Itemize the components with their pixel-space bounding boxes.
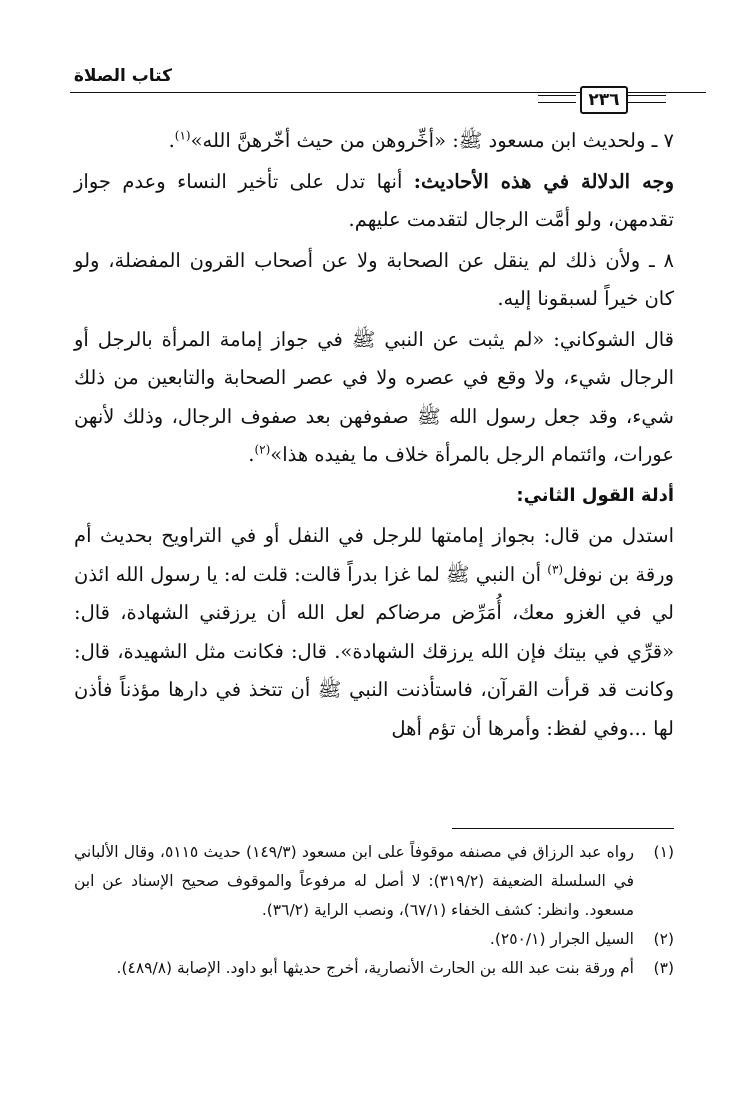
section-heading-second-opinion: أدلة القول الثاني: xyxy=(516,484,674,506)
paragraph-text: ٧ ـ ولحديث ابن مسعود ﷺ: «أخِّروهن من حيث أخّرهنَّ الله» xyxy=(190,129,674,152)
paragraph-text: ٨ ـ ولأن ذلك لم ينقل عن الصحابة ولا عن أصحاب القرون المفضلة، ولو كان خيراً لسبقونا إليه. xyxy=(74,248,674,310)
footnote-ref-2: (٢) xyxy=(254,442,271,457)
footnote-ref-1: (١) xyxy=(174,128,191,143)
page-number: ٢٣٦ xyxy=(580,86,628,114)
footnote-2 xyxy=(74,925,674,954)
paragraph-text: قال الشوكاني: «لم يثبت عن النبي ﷺ في جواز إمامة المرأة بالرجل أو الرجال شيء، ولا وقع في عصره ولا في عصر الصحابة والتابعين من ذلك شيء، وقد جعل رسول الله ﷺ صفوفهن بعد صفوف الرجال، وذلك لأنهن عورات، وائتمام الرجل بالمرأة خلاف ما يفيده هذا» xyxy=(74,327,674,466)
paragraph-second-opinion-evidence xyxy=(74,517,674,748)
footnote-ref-3: (٣) xyxy=(547,562,564,576)
main-text xyxy=(74,122,674,748)
page-number-left-rule xyxy=(538,95,576,103)
page-number-frame xyxy=(538,86,666,116)
footnote-1 xyxy=(74,838,674,925)
paragraph-text-a: استدل من قال: بجواز إمامتها للرجل في النفل أو في التراويح بحديث أم ورقة بن نوفل xyxy=(74,524,674,586)
paragraph-text: أنها تدل على تأخير النساء وعدم جواز تقدمهن، ولو أمَّت الرجال لتقدمت عليهم. xyxy=(74,169,674,231)
paragraph-point-7 xyxy=(74,122,674,161)
paragraph-end: . xyxy=(248,443,255,466)
paragraph-text-b: أن النبي ﷺ لما غزا بدراً قالت: قلت له: يا رسول الله ائذن لي في الغزو معك، أُمَرِّض مرضاكم لعل الله أن يرزقني الشهادة، قال: «قرِّي في بيتك فإن الله يرزقك الشهادة». قال: فكانت مثل الشهيدة، قال: وكانت قد قرأت القرآن، فاستأذنت النبي ﷺ أن تتخذ في دارها مؤذناً فأذن لها ...وفي لفظ: وأمرها أن تؤم أهل xyxy=(74,562,674,740)
running-header-title: كتاب الصلاة xyxy=(73,66,172,86)
paragraph-shawkani-quote xyxy=(74,321,674,475)
footnote-text: أم ورقة بنت عبد الله بن الحارث الأنصارية، أخرج حديثها أبو داود. الإصابة (٤٨٩/٨). xyxy=(116,959,634,977)
footnote-number: (٣) xyxy=(653,959,674,977)
paragraph-end: . xyxy=(168,129,175,152)
page-number-right-rule xyxy=(628,95,666,103)
paragraph-evidence xyxy=(74,163,674,240)
evidence-heading: وجه الدلالة في هذه الأحاديث: xyxy=(413,169,674,193)
footnote-text: رواه عبد الرزاق في مصنفه موقوفاً على ابن مسعود (١٤٩/٣) حديث ٥١١٥، وقال الألباني في السلسلة الضعيفة (٣١٩/٢): لا أصل له مرفوعاً والموقوف صحيح الإسناد عن ابن مسعود. وانظر: كشف الخفاء (٦٧/١)، ونصب الراية (٣٦/٢). xyxy=(74,843,634,919)
footnote-3 xyxy=(74,954,674,983)
paragraph-point-8 xyxy=(74,242,674,319)
footnotes xyxy=(74,838,674,983)
footnote-separator xyxy=(452,828,674,829)
footnote-number: (٢) xyxy=(653,930,674,948)
footnote-number: (١) xyxy=(653,843,674,861)
footnote-text: السيل الجرار (٢٥٠/١). xyxy=(489,930,634,948)
